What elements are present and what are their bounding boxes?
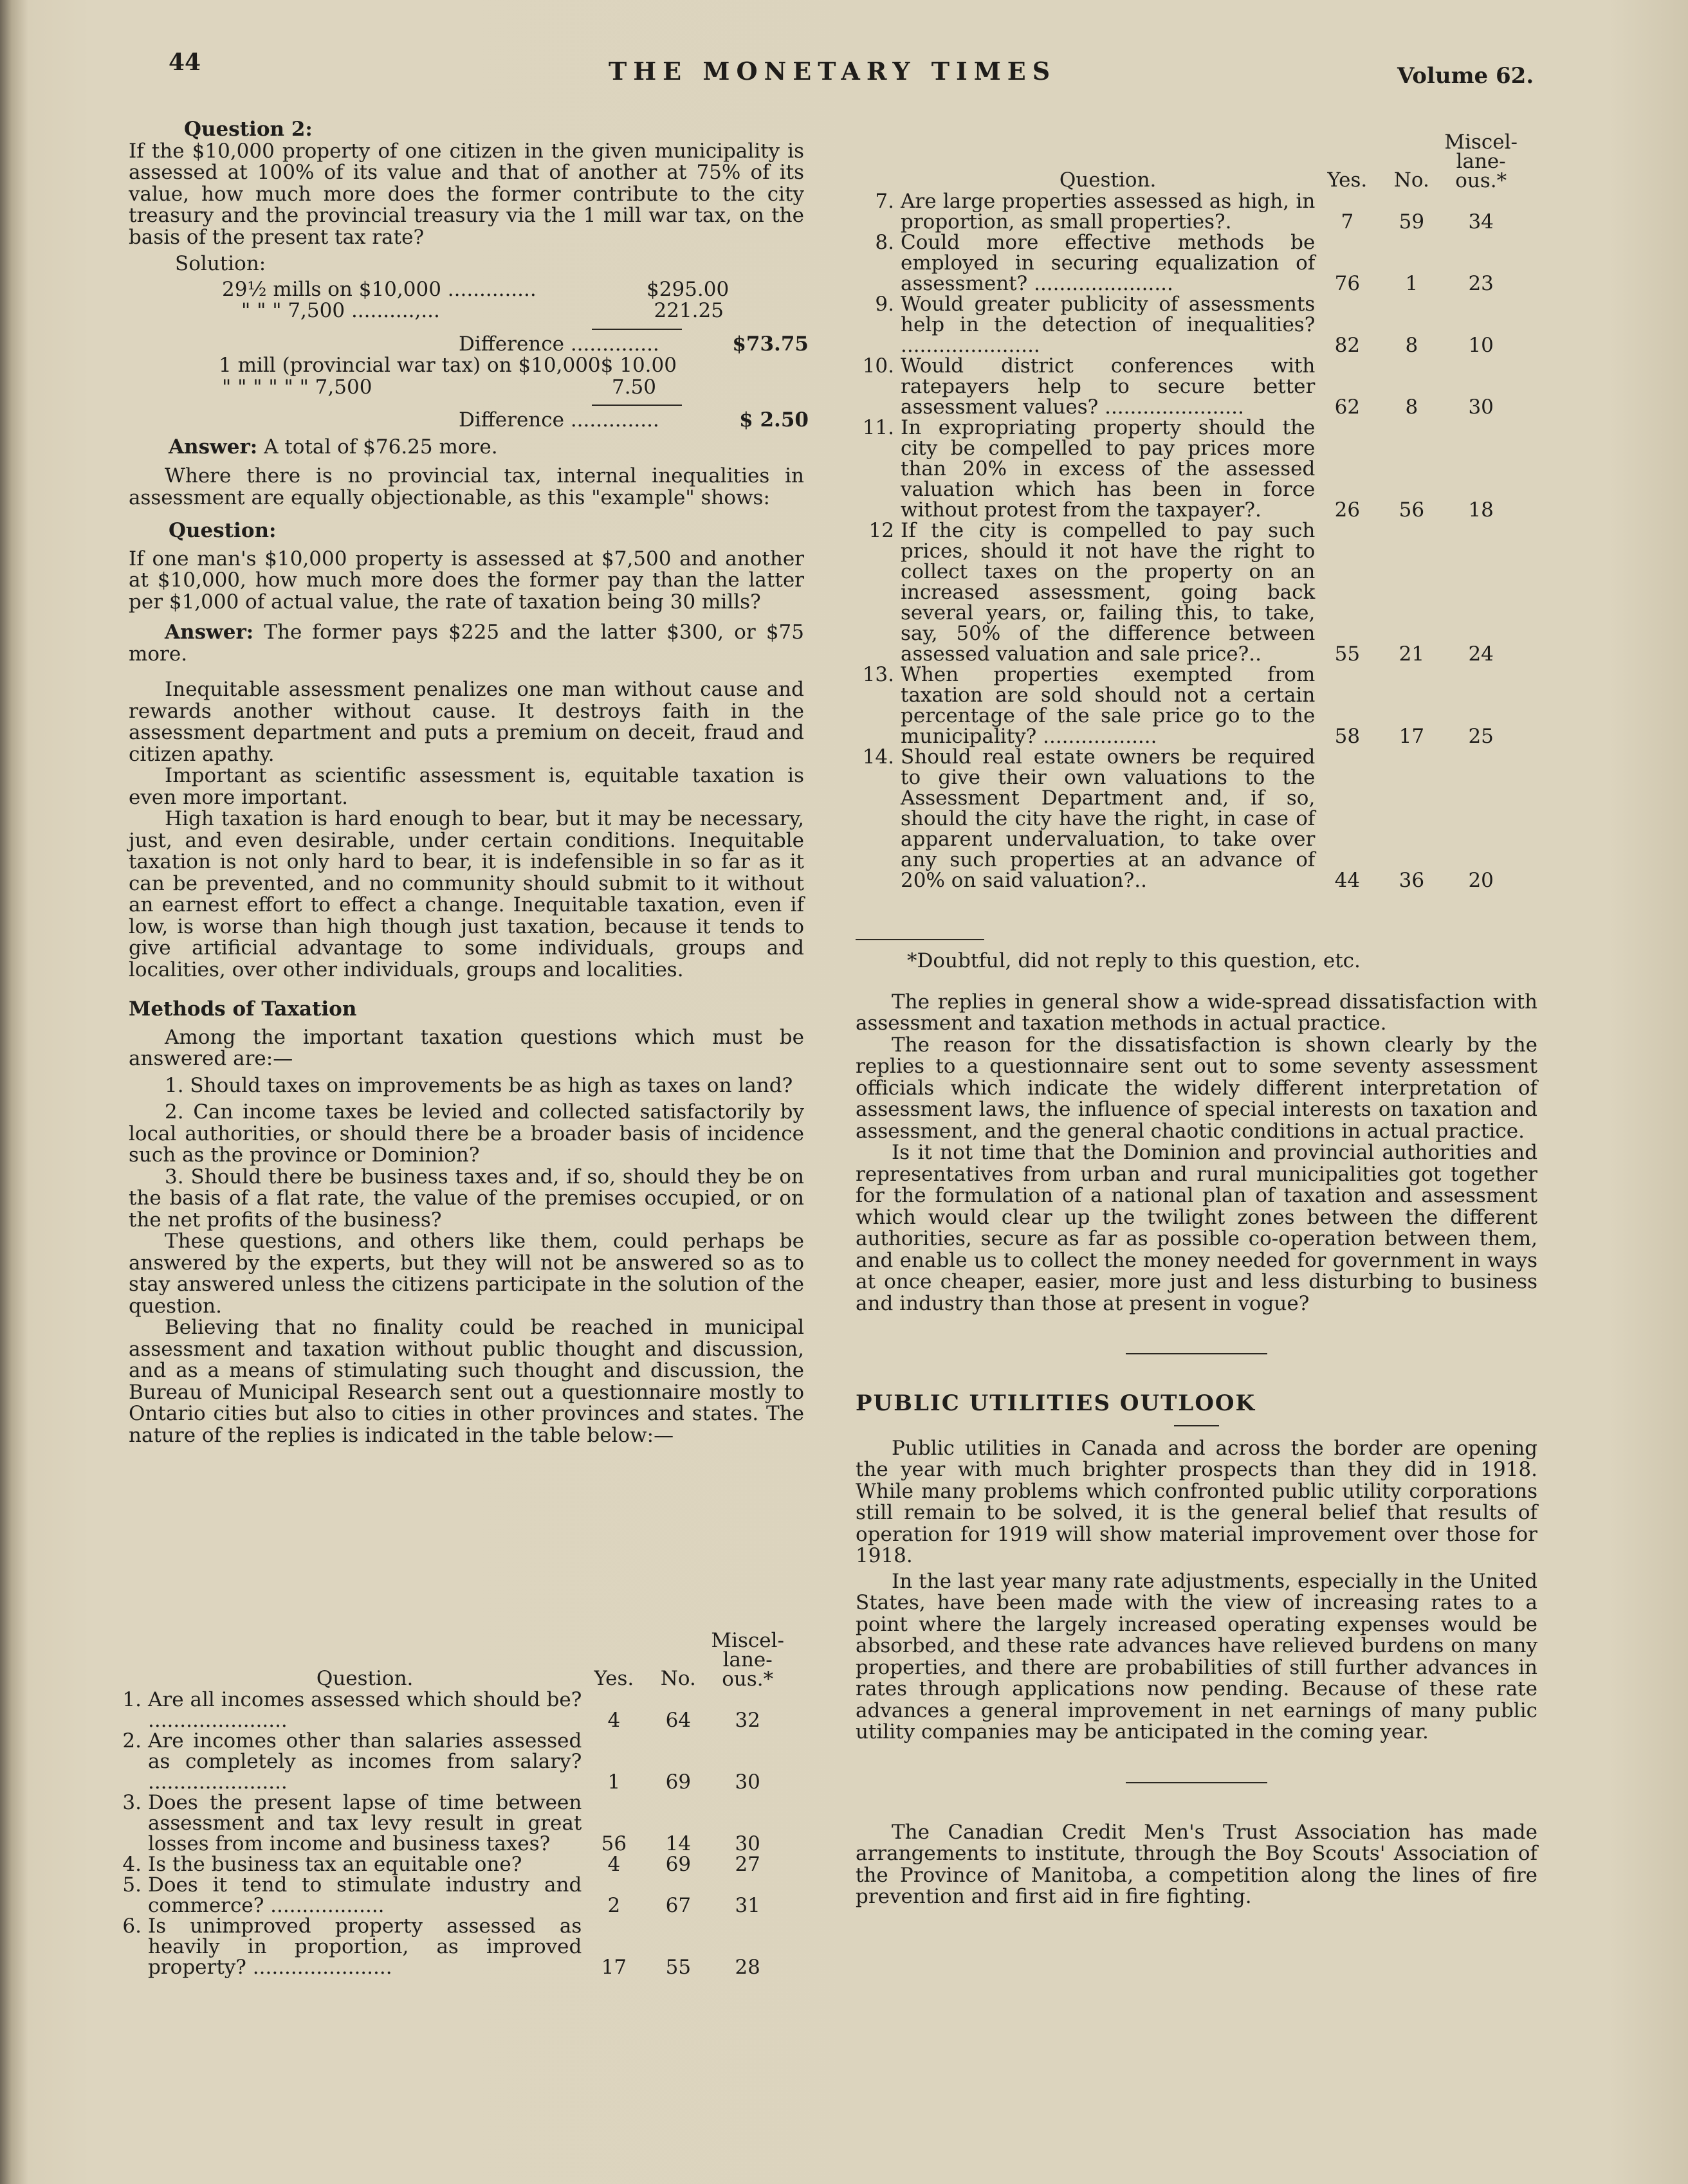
- row-misc: 23: [1468, 272, 1494, 295]
- difference-label: Difference ..............: [459, 332, 659, 356]
- row-number: 6.: [122, 1915, 142, 1938]
- volume-label: Volume 62.: [1397, 63, 1534, 89]
- table-row: [862, 232, 1518, 294]
- table: [862, 132, 1518, 891]
- row-no: 69: [665, 1770, 692, 1794]
- row-question: Are incomes other than salaries assessed as completely as incomes from salary? ......................: [148, 1729, 582, 1794]
- paragraph: These questions, and others like them, could perhaps be answered by the experts, but they will not be answered so as to stay answered unless the citizens participate in the solution of the question.: [129, 1230, 804, 1318]
- row-yes: 26: [1334, 498, 1361, 522]
- row-misc: 30: [1468, 396, 1494, 419]
- difference-value: $ 2.50: [739, 408, 809, 432]
- paragraph: The reason for the dissatisfaction is shown clearly by the replies to a questionnaire sent out to some seventy assessment officials which indicate the widely different interpretation of assessment laws, the influence of special interests on taxation and assessment, and the general chaotic conditions in actual practice.: [856, 1033, 1537, 1143]
- list-item: 1. Should taxes on improvements be as high as taxes on land?: [165, 1073, 793, 1097]
- row-number: 12: [868, 519, 894, 542]
- row-number: 2.: [122, 1729, 142, 1752]
- row-question: Is unimproved property assessed as heavily in proportion, as improved property? ......................: [148, 1915, 582, 1979]
- row-no: 17: [1399, 725, 1425, 748]
- row-question: Would district conferences with ratepayers help to secure better assessment values? ......................: [901, 354, 1316, 419]
- row-number: 9.: [875, 293, 894, 316]
- row-yes: 62: [1334, 396, 1361, 419]
- row-number: 10.: [862, 354, 894, 378]
- magazine-title: THE MONETARY TIMES: [609, 57, 1057, 86]
- row-yes: 4: [607, 1709, 621, 1732]
- row-no: 14: [665, 1832, 692, 1855]
- right-column: [856, 939, 1537, 1908]
- answer-text: The former pays $225 and the latter $300, or $75 more.: [129, 621, 804, 666]
- row-yes: 76: [1334, 272, 1361, 295]
- difference-value: $73.75: [732, 332, 809, 356]
- table-row: [109, 1875, 785, 1916]
- solution-line: [222, 277, 729, 301]
- row-no: 55: [665, 1956, 692, 1979]
- question3-heading: Question:: [169, 519, 277, 542]
- difference-label: Difference ..............: [459, 408, 659, 432]
- row-yes: 58: [1334, 725, 1361, 748]
- row-no: 64: [665, 1709, 692, 1732]
- section-divider: [1126, 1353, 1267, 1354]
- table-row: [862, 520, 1518, 664]
- row-yes: 2: [607, 1894, 621, 1917]
- row-number: 8.: [875, 231, 894, 254]
- table-footnote: *Doubtful, did not reply to this question, etc.: [907, 949, 1361, 972]
- list-item: 3. Should there be business taxes and, if so, should they be on the basis of a flat rate, the value of the premises occupied, or on the net profits of the business?: [129, 1165, 804, 1232]
- question3-text: If one man's $10,000 property is assessed at $7,500 and another at $10,000, how much more does the former pay than the latter per $1,000 of actual value, the rate of taxation being 30 mills?: [129, 547, 804, 614]
- row-number: 4.: [122, 1853, 142, 1876]
- col-header-no: No.: [660, 1667, 696, 1690]
- row-number: 3.: [122, 1791, 142, 1814]
- row-misc: 18: [1468, 498, 1494, 522]
- solution-line-label: 29½ mills on $10,000 ..............: [222, 277, 537, 301]
- row-misc: 28: [735, 1956, 760, 1979]
- row-question: Does it tend to stimulate industry and commerce? ..................: [148, 1873, 582, 1917]
- solution-line: [222, 377, 656, 399]
- row-question: If the city is compelled to pay such prices, should it not have the right to collect taxes on the property on an increased assessment, going back several years, or, failing this, to take, say, 50% of the difference between assessed valuation and sale price?..: [901, 519, 1316, 666]
- row-misc: 32: [735, 1709, 760, 1732]
- answer-label: Answer:: [169, 435, 258, 459]
- row-misc: 27: [735, 1853, 760, 1876]
- difference-line: [222, 410, 809, 432]
- utilities-heading: PUBLIC UTILITIES OUTLOOK: [856, 1390, 1256, 1416]
- paragraph: Public utilities in Canada and across the border are opening the year with much brighter prospects than they did in 1918. While many problems which confronted public utility corporations still remain to be solved, it is the general belief that results of operation for 1919 will show material improvement over those for 1918.: [856, 1436, 1537, 1567]
- row-number: 13.: [862, 663, 894, 686]
- col-header-question: Question.: [1059, 168, 1157, 192]
- col-header-yes: Yes.: [1327, 168, 1368, 192]
- left-column: [129, 118, 809, 1447]
- row-question: Should real estate owners be required to give their own valuations to the Assessment Department and, if so, should the city have the right, in case of apparent undervaluation, to take over any such properties at an advance of 20% on said valuation?..: [901, 745, 1316, 892]
- title-rule: [1174, 1425, 1219, 1426]
- row-number: 11.: [862, 416, 894, 439]
- row-number: 14.: [862, 745, 894, 769]
- solution-label: Solution:: [175, 252, 266, 275]
- table-row: [862, 294, 1518, 356]
- row-misc: 34: [1468, 210, 1494, 233]
- row-misc: 24: [1468, 642, 1494, 666]
- table: [109, 1630, 785, 1978]
- row-no: 67: [665, 1894, 692, 1917]
- row-yes: 1: [607, 1770, 621, 1794]
- row-misc: 10: [1468, 334, 1494, 357]
- row-yes: 7: [1341, 210, 1354, 233]
- col-header-question: Question.: [316, 1667, 414, 1690]
- table-row: [862, 356, 1518, 417]
- sum-rule: [592, 329, 682, 330]
- questionnaire-table-left: [109, 1630, 785, 1978]
- table-row: [109, 1792, 785, 1854]
- table-row: [109, 1916, 785, 1978]
- row-no: 1: [1405, 272, 1418, 295]
- solution-line-value: 7.50: [611, 375, 656, 399]
- difference-line: [222, 334, 809, 356]
- col-header-no: No.: [1393, 168, 1429, 192]
- row-misc: 31: [735, 1894, 760, 1917]
- section-divider: [1126, 1782, 1267, 1783]
- solution-line-value: $295.00: [647, 277, 729, 301]
- table-header-row: [862, 132, 1518, 191]
- table-row: [862, 417, 1518, 520]
- questionnaire-table-right: [862, 132, 1518, 891]
- row-no: 21: [1399, 642, 1425, 666]
- col-header-misc: Miscel- lane- ous.*: [1444, 131, 1518, 192]
- row-yes: 4: [607, 1853, 621, 1876]
- table-row: [109, 1731, 785, 1792]
- solution-line: [219, 354, 677, 377]
- paragraph: Among the important taxation questions which must be answered are:—: [129, 1025, 804, 1070]
- row-question: Are all incomes assessed which should be? ......................: [148, 1688, 582, 1732]
- methods-heading: Methods of Taxation: [129, 997, 357, 1021]
- row-misc: 30: [735, 1770, 760, 1794]
- row-question: Could more effective methods be employed in securing equalization of assessment? ......................: [901, 231, 1316, 295]
- question2-text: If the $10,000 property of one citizen in the given municipality is assessed at 100% of its value and that of another at 75% of its value, how much more does the former contribute to the city treasury and the provincial treasury via the 1 mill war tax, on the basis of the present tax rate?: [129, 139, 804, 249]
- solution-line-label: " " " " " " 7,500: [222, 375, 372, 399]
- row-no: 56: [1399, 498, 1425, 522]
- row-question: Would greater publicity of assessments help in the detection of inequalities? ......................: [901, 293, 1316, 357]
- answer2: [129, 622, 804, 665]
- row-number: 1.: [122, 1688, 142, 1711]
- table-row: [862, 747, 1518, 891]
- page-number: 44: [169, 49, 201, 76]
- paragraph: Is it not time that the Dominion and provincial authorities and representatives from urban and rural municipalities got together for the formulation of a national plan of taxation and assessment which would clear up the twilight zones between the different authorities, secure as far as possible co-operation between them, and enable us to collect the money needed for government in ways at once cheaper, easier, more just and less disturbing to business and industry than those at present in vogue?: [856, 1141, 1537, 1315]
- paragraph: In the last year many rate adjustments, especially in the United States, have been made with the view of increasing rates to a point where the largely increased operating expenses would be absorbed, and these rate advances have relieved burdens on many properties, and there are probabilities of still further advances in rates through applications now pending. Because of these rate advances a general improvement in net earnings of many public utility companies may be anticipated in the coming year.: [856, 1569, 1537, 1743]
- row-question: Is the business tax an equitable one?: [148, 1853, 522, 1876]
- row-no: 8: [1405, 334, 1418, 357]
- table-row: [862, 664, 1518, 747]
- sum-rule: [592, 405, 682, 406]
- row-question: When properties exempted from taxation are sold should not a certain percentage of the sale price go to the municipality? ..................: [901, 663, 1316, 748]
- solution-line: [222, 300, 724, 322]
- row-no: 59: [1399, 210, 1425, 233]
- table-header-row: [109, 1630, 785, 1689]
- table-row: [109, 1854, 785, 1875]
- paragraph: Inequitable assessment penalizes one man without cause and rewards another without cause. It destroys faith in the assessment department and puts a premium on deceit, fraud and citizen apathy.: [129, 678, 804, 766]
- solution-line-label: 1 mill (provincial war tax) on $10,000: [219, 354, 601, 377]
- row-no: 69: [665, 1853, 692, 1876]
- row-question: In expropriating property should the city be compelled to pay prices more than 20% in excess of the assessed valuation which has been in force without protest from the taxpayer?.: [901, 416, 1316, 522]
- row-yes: 17: [601, 1956, 627, 1979]
- paragraph: The replies in general show a wide-spread dissatisfaction with assessment and taxation methods in actual practice.: [856, 990, 1537, 1035]
- answer-text: A total of $76.25 more.: [264, 435, 498, 459]
- paragraph: Where there is no provincial tax, internal inequalities in assessment are equally objectionable, as this "example" shows:: [129, 464, 804, 509]
- paragraph: Important as scientific assessment is, equitable taxation is even more important.: [129, 764, 804, 809]
- table-row: [862, 191, 1518, 232]
- table-row: [109, 1689, 785, 1731]
- row-question: Does the present lapse of time between assessment and tax levy result in great losses from income and business taxes?: [148, 1791, 582, 1855]
- row-no: 36: [1399, 869, 1425, 892]
- row-misc: 25: [1468, 725, 1494, 748]
- row-misc: 20: [1468, 869, 1494, 892]
- row-number: 7.: [875, 190, 894, 213]
- footnote-rule: [856, 939, 984, 940]
- paragraph: High taxation is hard enough to bear, but it may be necessary, just, and even desirable, under certain conditions. Inequitable taxation is not only hard to bear, it is indefensible in so far as it can be prevented, and no community should submit to it without an earnest effort to effect a change. Inequitable taxation, even if low, is worse than high though just taxation, because it tends to give artificial advantage to some individuals, groups and localities, over other individuals, groups and localities.: [129, 807, 804, 981]
- paragraph: Believing that no finality could be reached in municipal assessment and taxation without public thought and discussion, and as a means of stimulating such thought and discussion, the Bureau of Municipal Research sent out a questionnaire mostly to Ontario cities but also to cities in other provinces and states. The nature of the replies is indicated in the table below:—: [129, 1316, 804, 1447]
- solution-line-label: " " " 7,500 ..........,...: [241, 299, 440, 322]
- row-number: 5.: [122, 1873, 142, 1897]
- question2-heading: Question 2:: [184, 118, 313, 141]
- paragraph: The Canadian Credit Men's Trust Association has made arrangements to institute, through the Boy Scouts' Association of the Province of Manitoba, a competition along the lines of fire prevention and first aid in fire fighting.: [856, 1820, 1537, 1908]
- col-header-yes: Yes.: [594, 1667, 634, 1690]
- row-yes: 55: [1334, 642, 1361, 666]
- list-item: 2. Can income taxes be levied and collected satisfactorily by local authorities, or should there be a broader basis of incidence such as the province or Dominion?: [129, 1100, 804, 1167]
- solution-block: [219, 277, 809, 432]
- row-yes: 56: [601, 1832, 627, 1855]
- row-no: 8: [1405, 396, 1418, 419]
- solution-line-value: $ 10.00: [600, 354, 677, 377]
- row-yes: 44: [1334, 869, 1361, 892]
- answer1: [169, 437, 804, 459]
- solution-line-value: 221.25: [654, 299, 724, 322]
- answer-label: Answer:: [165, 621, 254, 644]
- col-header-misc: Miscel- lane- ous.*: [711, 1629, 784, 1691]
- row-yes: 82: [1334, 334, 1361, 357]
- row-misc: 30: [735, 1832, 760, 1855]
- row-question: Are large properties assessed as high, in proportion, as small properties?.: [901, 190, 1316, 233]
